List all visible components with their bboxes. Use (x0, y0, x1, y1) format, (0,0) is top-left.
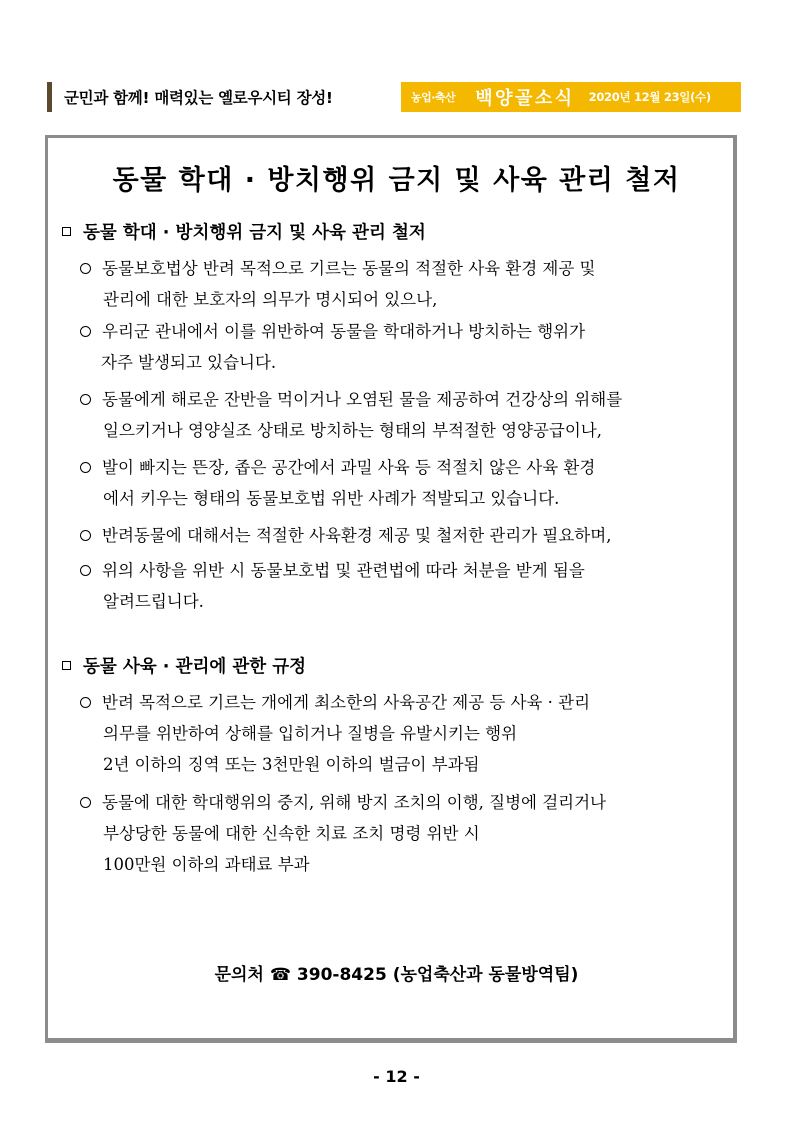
header-accent-bar (47, 82, 52, 112)
list-item (76, 555, 741, 617)
list-item-text: 우리군 관내에서 이를 위반하여 동물을 학대하거나 방치하는 행위가 (102, 322, 586, 341)
checkbox-bullet-icon (62, 661, 71, 670)
section-heading (62, 653, 306, 678)
section-heading-text: 동물 사육 · 관리에 관한 규정 (83, 657, 307, 677)
section-heading (62, 219, 426, 244)
list-item (76, 687, 741, 780)
list-item (76, 452, 741, 514)
page-title: 동물 학대 · 방치행위 금지 및 사육 관리 철저 (112, 165, 681, 196)
list-item-text: 의무를 위반하여 상해를 입히거나 질병을 유발시키는 행위 (103, 724, 518, 743)
list-item-text: 동물보호법상 반려 목적으로 기르는 동물의 적절한 사육 환경 제공 및 (102, 259, 596, 278)
list-item-text: 자주 발생되고 있습니다. (101, 353, 277, 372)
circle-bullet-icon (80, 462, 91, 473)
list-item-text: 2년 이하의 징역 또는 3천만원 이하의 벌금이 부과됨 (103, 755, 480, 774)
circle-bullet-icon (80, 263, 91, 274)
contact-info (0, 960, 793, 985)
list-item-text: 일으키거나 영양실조 상태로 방치하는 형태의 부적절한 영양공급이나, (103, 421, 602, 440)
list-item-text: 에서 키우는 형태의 동물보호법 위반 사례가 적발되고 있습니다. (103, 489, 560, 508)
circle-bullet-icon (80, 530, 91, 541)
checkbox-bullet-icon (62, 227, 71, 236)
list-item (76, 253, 741, 315)
list-item-text: 반려동물에 대해서는 적절한 사육환경 제공 및 철저한 관리가 필요하며, (102, 526, 612, 545)
contact-department: (농업축산과 동물방역팀) (392, 965, 579, 985)
circle-bullet-icon (80, 797, 91, 808)
newsletter-name: 백양골소식 (475, 88, 575, 109)
list-item-text: 알려드립니다. (103, 592, 204, 611)
list-item-text: 발이 빠지는 뜬장, 좁은 공간에서 과밀 사육 등 적절치 않은 사육 환경 (102, 458, 596, 477)
list-item-text: 동물에 대한 학대행위의 중지, 위해 방지 조치의 이행, 질병에 걸리거나 (102, 793, 606, 812)
newsletter-tag (401, 82, 741, 112)
page-number: - 12 - (373, 1067, 420, 1086)
list-item-text: 동물에게 해로운 잔반을 먹이거나 오염된 물을 제공하여 건강상의 위해를 (102, 390, 623, 409)
list-item (76, 384, 741, 446)
contact-phone: 390-8425 (296, 965, 387, 985)
circle-bullet-icon (80, 697, 91, 708)
circle-bullet-icon (80, 326, 91, 337)
list-item (76, 787, 741, 880)
contact-label: 문의처 (214, 965, 264, 985)
list-item-text: 위의 사항을 위반 시 동물보호법 및 관련법에 따라 처분을 받게 됨을 (102, 561, 585, 580)
list-item-text: 부상당한 동물에 대한 신속한 치료 조치 명령 위반 시 (103, 824, 480, 843)
list-item-text: 반려 목적으로 기르는 개에게 최소한의 사육공간 제공 등 사육 · 관리 (102, 693, 591, 712)
newsletter-category: 농업·축산 (411, 91, 456, 104)
list-item-text: 100만원 이하의 과태료 부과 (103, 855, 310, 874)
newsletter-date: 2020년 12월 23일(수) (588, 90, 711, 104)
section-heading-text: 동물 학대 · 방치행위 금지 및 사육 관리 철저 (83, 223, 426, 243)
list-item-text: 관리에 대한 보호자의 의무가 명시되어 있으나, (103, 290, 438, 309)
phone-icon: ☎ (269, 965, 291, 985)
circle-bullet-icon (80, 565, 91, 576)
list-item (76, 316, 741, 378)
header-slogan: 군민과 함께! 매력있는 옐로우시티 장성! (64, 89, 333, 107)
circle-bullet-icon (80, 394, 91, 405)
list-item (76, 520, 741, 551)
